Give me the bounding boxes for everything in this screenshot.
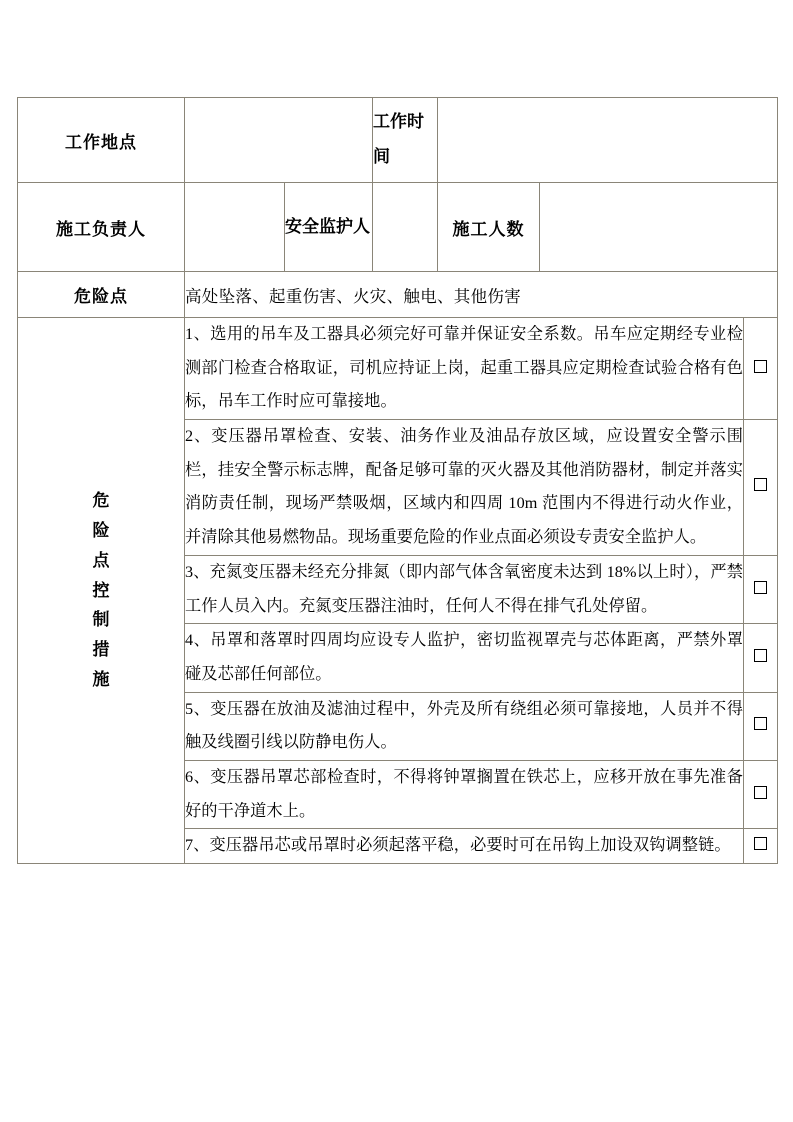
measure-text-4: 4、吊罩和落罩时四周均应设专人监护，密切监视罩壳与芯体距离，严禁外罩碰及芯部任何部位。	[185, 624, 744, 692]
measure-checkbox-2[interactable]	[744, 420, 778, 556]
safety-supervisor-value[interactable]	[373, 183, 438, 272]
work-time-label: 工作时间	[373, 98, 438, 183]
vertical-label-stack	[18, 486, 184, 694]
measure-text-1: 1、选用的吊车及工器具必须完好可靠并保证安全系数。吊车应定期经专业检测部门检查合格取证，司机应持证上岗，起重工器具应定期检查试验合格有色标，吊车工作时应可靠接地。	[185, 318, 744, 420]
vertical-label-char-0: 危	[92, 491, 110, 511]
vertical-label-char-2: 点	[92, 550, 110, 570]
measure-checkbox-5[interactable]	[744, 692, 778, 760]
vertical-label-char-3: 控	[92, 580, 110, 600]
measure-checkbox-1[interactable]	[744, 318, 778, 420]
checkbox-icon[interactable]	[754, 581, 767, 594]
danger-point-label: 危险点	[18, 272, 185, 318]
vertical-label-char-1: 险	[92, 521, 110, 541]
measure-text-3: 3、充氮变压器未经充分排氮（即内部气体含氧密度未达到 18%以上时），严禁工作人员入内。充氮变压器注油时，任何人不得在排气孔处停留。	[185, 555, 744, 623]
worker-count-label: 施工人数	[438, 183, 540, 272]
checkbox-icon[interactable]	[754, 478, 767, 491]
measure-text-7: 7、变压器吊芯或吊罩时必须起落平稳，必要时可在吊钩上加设双钩调整链。	[185, 829, 744, 864]
table-row-work-location	[18, 98, 778, 183]
measure-checkbox-6[interactable]	[744, 760, 778, 828]
checkbox-icon[interactable]	[754, 649, 767, 662]
checkbox-icon[interactable]	[754, 837, 767, 850]
measure-checkbox-4[interactable]	[744, 624, 778, 692]
danger-control-measures-table	[17, 97, 778, 864]
section-vertical-label	[18, 318, 185, 864]
measure-text-2: 2、变压器吊罩检查、安装、油务作业及油品存放区域，应设置安全警示围栏，挂安全警示标志牌，配备足够可靠的灭火器及其他消防器材，制定并落实消防责任制，现场严禁吸烟，区域内和四周 10m 范围内不得进行动火作业，并清除其他易燃物品。现场重要危险的作业点面必须设专责安全监护人。	[185, 420, 744, 556]
table-row-danger-point	[18, 272, 778, 318]
measure-checkbox-7[interactable]	[744, 829, 778, 864]
checkbox-icon[interactable]	[754, 786, 767, 799]
measure-text-5: 5、变压器在放油及滤油过程中，外壳及所有绕组必须可靠接地，人员并不得触及线圈引线以防静电伤人。	[185, 692, 744, 760]
table-row-measure-1	[18, 318, 778, 420]
vertical-label-char-5: 措	[92, 640, 110, 660]
checkbox-icon[interactable]	[754, 360, 767, 373]
checkbox-icon[interactable]	[754, 717, 767, 730]
table-row-personnel	[18, 183, 778, 272]
vertical-label-char-4: 制	[92, 610, 110, 630]
worker-count-value[interactable]	[540, 183, 778, 272]
measure-checkbox-3[interactable]	[744, 555, 778, 623]
safety-supervisor-label: 安全监护人	[285, 183, 373, 272]
responsible-person-label: 施工负责人	[18, 183, 185, 272]
work-location-value[interactable]	[185, 98, 373, 183]
work-location-label: 工作地点	[18, 98, 185, 183]
work-time-value[interactable]	[438, 98, 778, 183]
danger-point-value: 高处坠落、起重伤害、火灾、触电、其他伤害	[185, 272, 778, 318]
vertical-label-char-6: 施	[92, 669, 110, 689]
responsible-person-value[interactable]	[185, 183, 285, 272]
measure-text-6: 6、变压器吊罩芯部检查时，不得将钟罩搁置在铁芯上，应移开放在事先准备好的干净道木上。	[185, 760, 744, 828]
